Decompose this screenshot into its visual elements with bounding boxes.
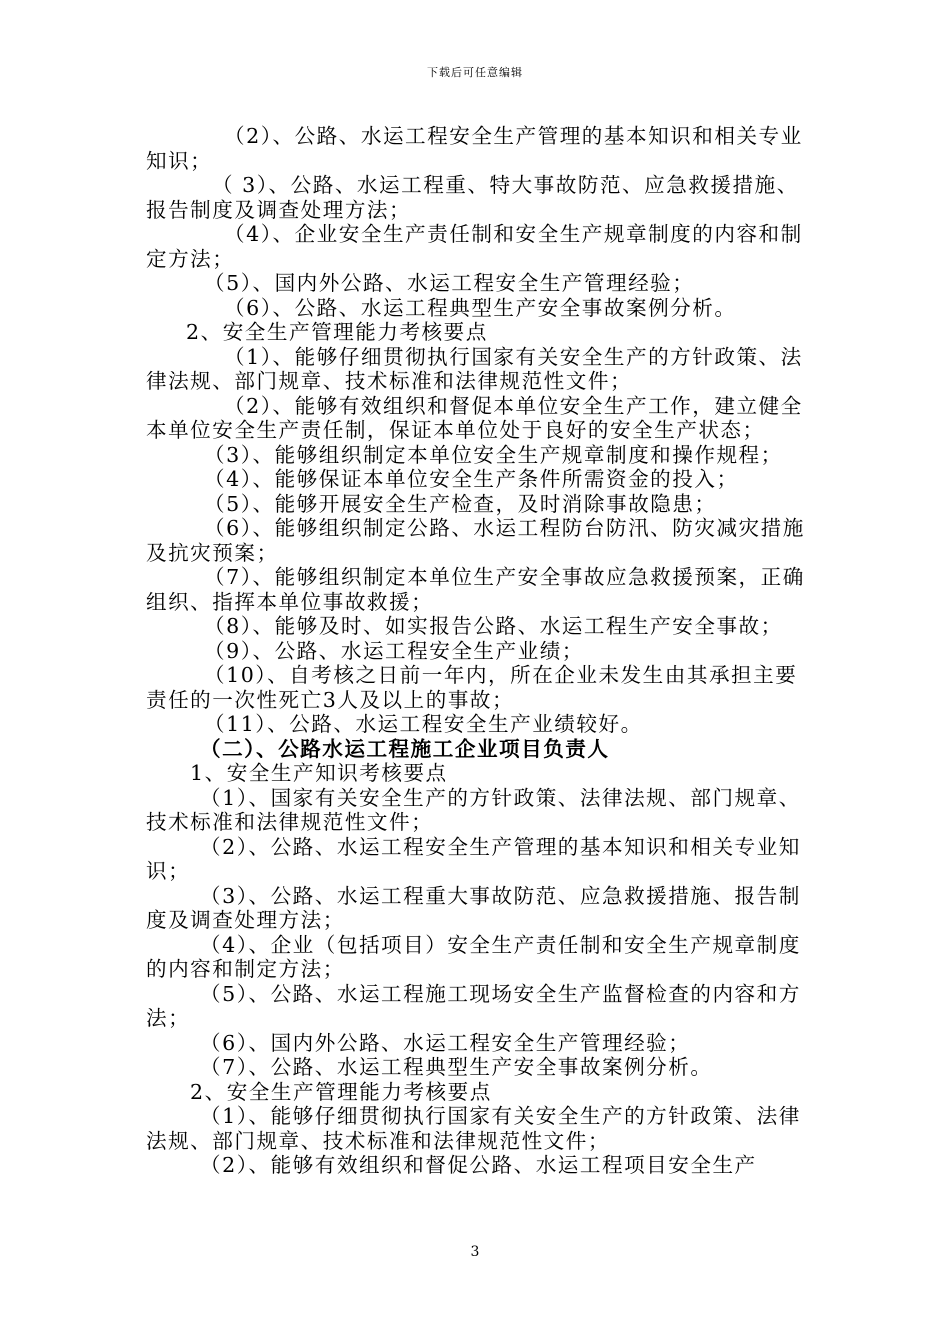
- page-header: 下载后可任意编辑: [427, 66, 523, 79]
- paragraph: （5）、能够开展安全生产检查，及时消除事故隐患；: [204, 491, 717, 516]
- paragraph: （5）、国内外公路、水运工程安全生产管理经验；: [204, 271, 695, 295]
- paragraph: （4）、企业安全生产责任制和安全生产规章制度的内容和制定方法；: [146, 222, 803, 271]
- paragraph: （7）、公路、水运工程典型生产安全事故案例分析。: [200, 1055, 713, 1079]
- paragraph: 1、安全生产知识考核要点: [190, 761, 448, 785]
- page-number: 3: [470, 1244, 480, 1260]
- paragraph: 2、安全生产管理能力考核要点: [190, 1079, 492, 1104]
- paragraph: （3）、公路、水运工程重大事故防范、应急救援措施、报告制度及调查处理方法；: [146, 883, 801, 932]
- paragraph: （6）、公路、水运工程典型生产安全事故案例分析。: [224, 295, 737, 320]
- paragraph: （1）、能够仔细贯彻执行国家有关安全生产的方针政策、法律法规、部门规章、技术标准和法律规范性文件；: [146, 1104, 801, 1153]
- section-heading: （二）、公路水运工程施工企业项目负责人: [200, 736, 610, 761]
- paragraph: （2）、公路、水运工程安全生产管理的基本知识和相关专业知识；: [146, 834, 801, 883]
- paragraph: 2、安全生产管理能力考核要点: [186, 320, 488, 344]
- paragraph: （6）、能够组织制定公路、水运工程防台防汛、防灾减灾措施及抗灾预案；: [146, 516, 805, 565]
- paragraph: （4）、能够保证本单位安全生产条件所需资金的投入；: [204, 467, 739, 491]
- paragraph: （4）、企业（包括项目）安全生产责任制和安全生产规章制度的内容和制定方法；: [146, 932, 801, 981]
- paragraph: （1）、能够仔细贯彻执行国家有关安全生产的方针政策、法律法规、部门规章、技术标准和法律规范性文件；: [146, 344, 803, 393]
- paragraph: （2）、公路、水运工程安全生产管理的基本知识和相关专业知识；: [146, 124, 803, 173]
- paragraph: （2）、能够有效组织和督促本单位安全生产工作，建立健全本单位安全生产责任制，保证本单位处于良好的安全生产状态；: [146, 393, 803, 442]
- paragraph: （6）、国内外公路、水运工程安全生产管理经验；: [200, 1030, 691, 1055]
- paragraph: （2）、能够有效组织和督促公路、水运工程项目安全生产: [200, 1153, 757, 1177]
- paragraph: （8）、能够及时、如实报告公路、水运工程生产安全事故；: [204, 614, 783, 638]
- paragraph: （7）、能够组织制定本单位生产安全事故应急救援预案，正确组织、指挥本单位事故救援；: [146, 565, 805, 614]
- paragraph: （5）、公路、水运工程施工现场安全生产监督检查的内容和方法；: [146, 981, 801, 1030]
- paragraph: （11）、公路、水运工程安全生产业绩较好。: [204, 712, 643, 736]
- paragraph: （1）、国家有关安全生产的方针政策、法律法规、部门规章、技术标准和法律规范性文件；: [146, 785, 801, 834]
- paragraph: （10）、自考核之日前一年内，所在企业未发生由其承担主要责任的一次性死亡3人及以上的事故；: [146, 663, 798, 712]
- paragraph: （9）、公路、水运工程安全生产业绩；: [204, 638, 584, 663]
- paragraph: （3）、能够组织制定本单位安全生产规章制度和操作规程；: [204, 442, 783, 467]
- document-body: [146, 124, 814, 1178]
- paragraph: （ 3）、公路、水运工程重、特大事故防范、应急救援措施、报告制度及调查处理方法；: [146, 173, 799, 222]
